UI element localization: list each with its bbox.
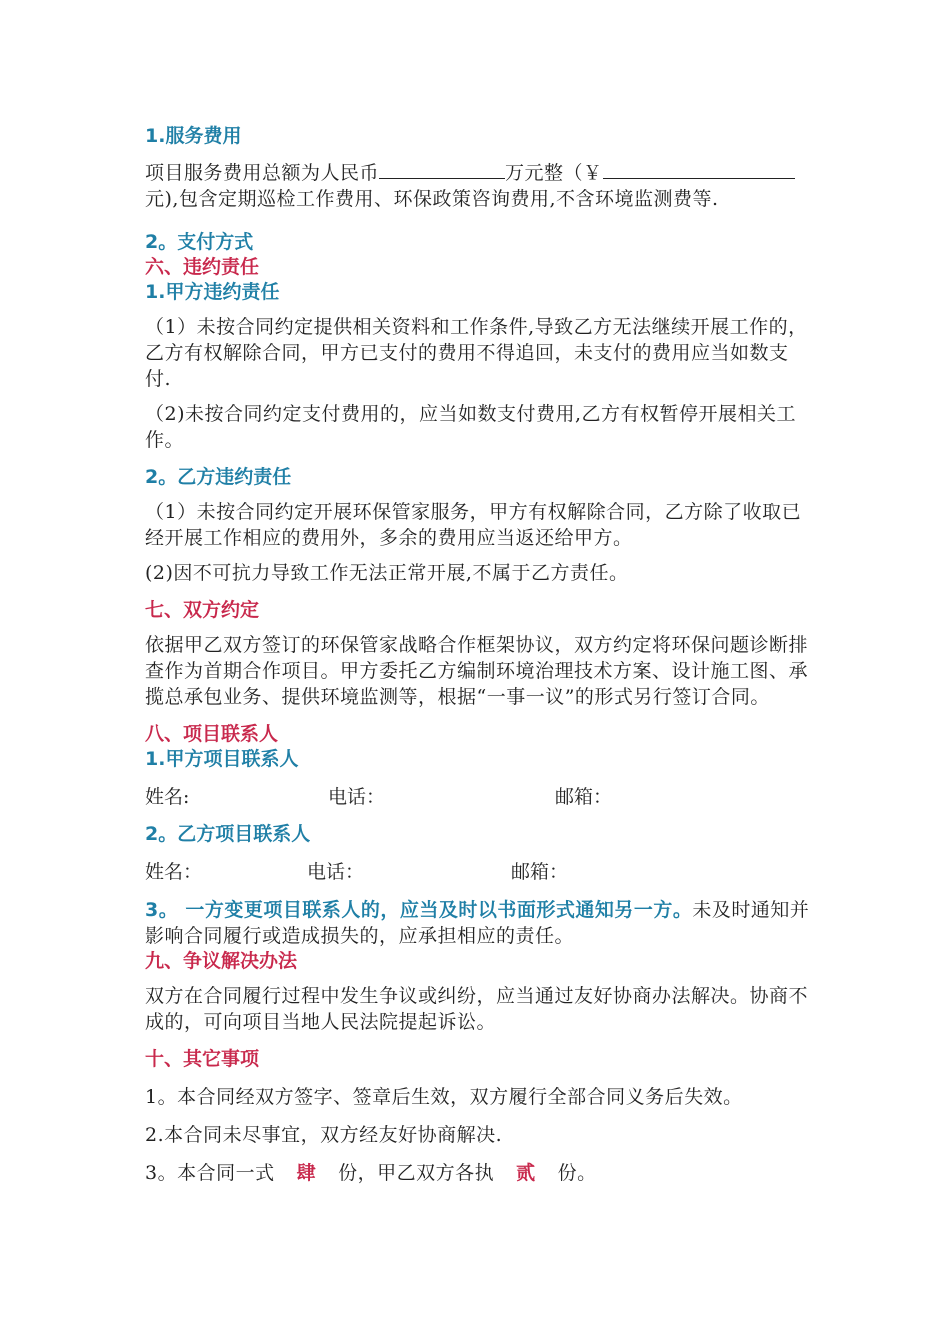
amount-blank <box>379 158 505 179</box>
section-7-title: 七、双方约定 <box>145 599 260 621</box>
section-6-2-para-1: （1）未按合同约定开展环保管家服务，甲方有权解除合同，乙方除了收取已经开展工作相应的费用外，多余的费用应当返还给甲方。 <box>145 501 802 549</box>
section-9-title: 九、争议解决办法 <box>145 950 298 972</box>
fee-text-b: 万元整（￥ <box>505 162 603 184</box>
section-8-title: 八、项目联系人 <box>145 723 279 745</box>
section-6-1-para-1: （1）未按合同约定提供相关资料和工作条件,导致乙方无法继续开展工作的，乙方有权解除合同，甲方已支付的费用不得追回，未支付的费用应当如数支付. <box>145 316 808 390</box>
section-payment-title: 2。支付方式 <box>145 231 254 253</box>
copies-text-a: 3。本合同一式 <box>145 1162 275 1184</box>
section-8-2-title: 2。乙方项目联系人 <box>145 823 311 845</box>
fee-text-a: 项目服务费用总额为人民币 <box>145 162 380 184</box>
party-b-contact-row <box>145 859 810 885</box>
fee-text-c: 元),包含定期巡检工作费用、环保政策咨询费用,不含环境监测费等. <box>145 188 719 210</box>
section-10-para-3 <box>145 1160 810 1186</box>
fee-paragraph <box>145 158 810 212</box>
section-9-para: 双方在合同履行过程中发生争议或纠纷，应当通过友好协商办法解决。协商不成的，可向项目当地人民法院提起诉讼。 <box>145 985 809 1033</box>
party-a-email-label: 邮箱： <box>555 786 613 808</box>
party-a-phone-label: 电话： <box>328 786 386 808</box>
section-8-3-rest: 未及时通知并影响合同履行或造成损失的，应承担相应的责任。 <box>145 899 810 947</box>
amount-number-blank-cont <box>783 158 795 179</box>
section-6-2-para-2: (2)因不可抗力导致工作无法正常开展,不属于乙方责任。 <box>145 562 629 584</box>
document-content <box>145 124 810 1186</box>
party-a-name-label: 姓名: <box>145 786 190 808</box>
section-6-1-para-2: （2)未按合同约定支付费用的，应当如数支付费用,乙方有权暂停开展相关工作。 <box>145 403 797 451</box>
section-8-3-para <box>145 897 810 949</box>
section-fee-title: 1.服务费用 <box>145 125 242 147</box>
amount-number-blank <box>603 158 783 179</box>
section-6-1-title: 1.甲方违约责任 <box>145 281 280 303</box>
section-8-1-title: 1.甲方项目联系人 <box>145 748 299 770</box>
section-6-title: 六、违约责任 <box>145 256 260 278</box>
section-8-3-emphasis: 3。 一方变更项目联系人的，应当及时以书面形式通知另一方。 <box>145 899 693 921</box>
section-7-para: 依据甲乙双方签订的环保管家战略合作框架协议，双方约定将环保问题诊断排查作为首期合作项目。甲方委托乙方编制环境治理技术方案、设计施工图、承揽总承包业务、提供环境监测等，根据“一事一议”的形式另行签订合同。 <box>145 634 809 708</box>
section-6-2-title: 2。乙方违约责任 <box>145 466 292 488</box>
section-10-title: 十、其它事项 <box>145 1048 260 1070</box>
party-b-phone-label: 电话： <box>307 861 365 883</box>
section-10-para-2: 2.本合同未尽事宜，双方经友好协商解决. <box>145 1124 503 1146</box>
section-10-para-1: 1。本合同经双方签字、签章后生效，双方履行全部合同义务后失效。 <box>145 1086 743 1108</box>
copies-text-b: 份，甲乙双方各执 <box>338 1162 495 1184</box>
party-b-name-label: 姓名： <box>145 861 203 883</box>
party-a-contact-row <box>145 784 810 810</box>
copies-total: 肆 <box>296 1162 317 1184</box>
party-b-email-label: 邮箱： <box>511 861 569 883</box>
copies-text-c: 份。 <box>557 1162 597 1184</box>
copies-each: 贰 <box>516 1162 536 1184</box>
